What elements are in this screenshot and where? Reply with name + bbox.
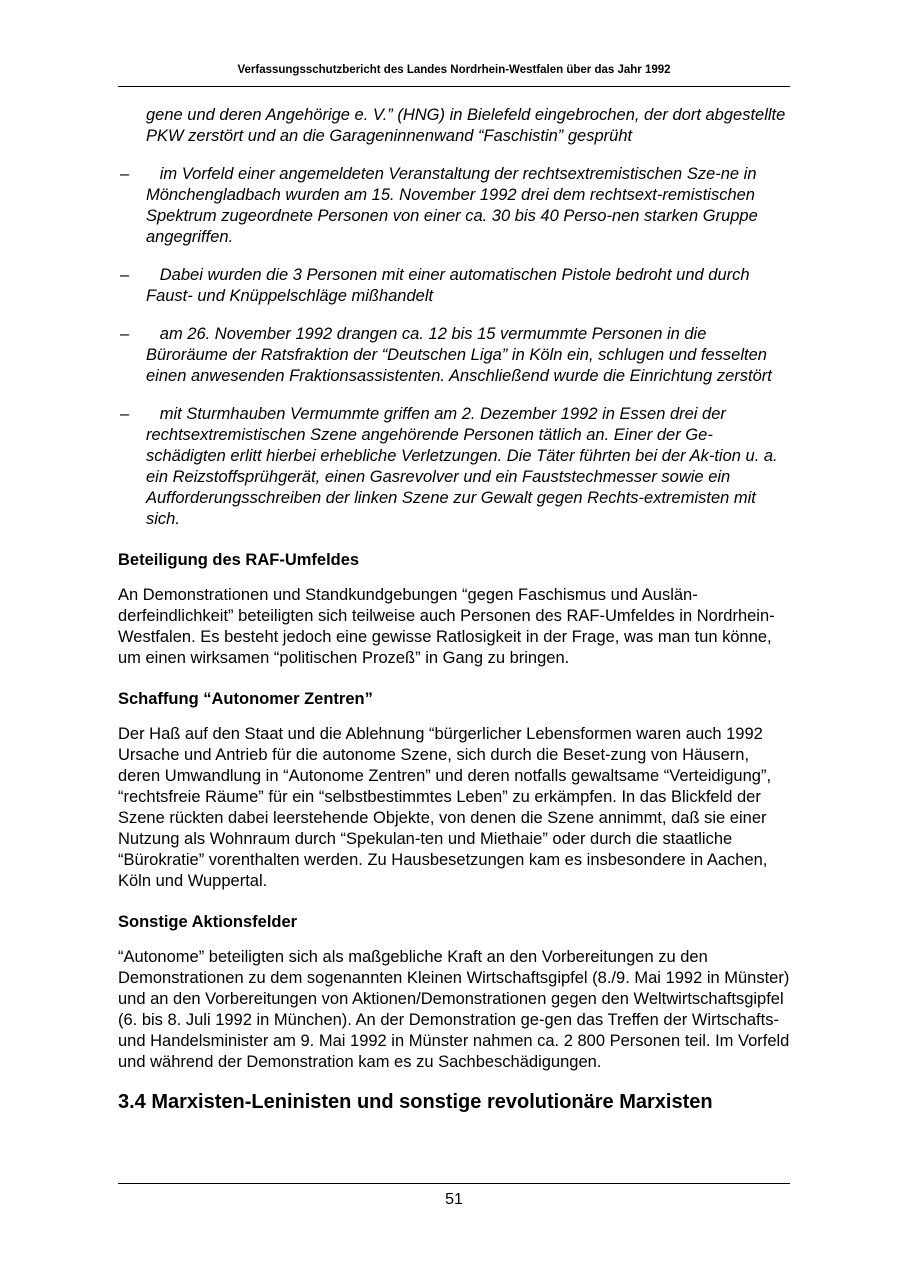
page-content — [118, 105, 790, 1115]
list-item — [118, 164, 790, 248]
list-item-text: Dabei wurden die 3 Personen mit einer automatischen Pistole bedroht und durch Faust- und Knüppelschläge mißhandelt — [146, 266, 750, 305]
page-number: 51 — [445, 1191, 463, 1208]
section-heading-aktionsfelder: Sonstige Aktionsfelder — [118, 913, 298, 931]
dash-bullet: – — [120, 325, 130, 343]
dash-bullet: – — [120, 165, 130, 183]
incident-list — [118, 105, 790, 530]
footer-rule — [118, 1183, 790, 1184]
list-item-text: im Vorfeld einer angemeldeten Veranstaltung der rechtsextremistischen Sze-ne in Mönchengladbach wurden am 15. November 1992 drei dem rechtsext-remistischen Spektrum zugeordnete Personen von einer ca. 30 bis 40 Perso-nen starken Gruppe angegriffen. — [146, 165, 758, 246]
dash-bullet: – — [120, 405, 130, 423]
chapter-heading: 3.4 Marxisten-Leninisten und sonstige revolutionäre Marxisten — [118, 1091, 713, 1113]
list-item — [118, 404, 790, 530]
section-paragraph-raf: An Demonstrationen und Standkundgebungen “gegen Faschismus und Auslän-derfeindlichkeit” beteiligten sich teilweise auch Personen des RAF-Umfeldes in Nordrhein-Westfalen. Es besteht jedoch eine gewisse Ratlosigkeit in der Frage, was man tun könne, um einen wirksamen “politischen Prozeß” in Gang zu bringen. — [118, 586, 775, 667]
dash-bullet: – — [120, 266, 130, 284]
list-item-text: mit Sturmhauben Vermummte griffen am 2. Dezember 1992 in Essen drei der rechtsextremistischen Szene angehörende Personen tätlich an. Einer der Ge-schädigten erlitt hierbei erhebliche Verletzungen. Die Täter führten bei der Ak-tion u. a. ein Reizstoffsprühgerät, einen Gasrevolver und ein Fauststechmesser sowie ein Aufforderungsschreiben der linken Szene zur Gewalt gegen Rechts-extremisten mit sich. — [146, 405, 778, 528]
list-item — [118, 265, 790, 307]
running-header: Verfassungsschutzbericht des Landes Nordrhein-Westfalen über das Jahr 1992 — [237, 64, 671, 76]
section-heading-raf: Beteiligung des RAF-Umfeldes — [118, 551, 360, 569]
list-continuation: gene und deren Angehörige e. V.” (HNG) in Bielefeld eingebrochen, der dort abgestellte PKW zerstört und an die Garageninnenwand “Faschistin” gesprüht — [146, 106, 786, 145]
list-item — [118, 324, 790, 387]
section-paragraph-autonome-zentren: Der Haß auf den Staat und die Ablehnung “bürgerlicher Lebensformen waren auch 1992 Ursache und Antrieb für die autonome Szene, sich durch die Beset-zung von Häusern, deren Umwandlung in “Autonome Zentren” und deren notfalls gewaltsame “Verteidigung”, “rechtsfreie Räume” für ein “selbstbestimmtes Leben” zu erkämpfen. In das Blickfeld der Szene rückten dabei leerstehende Objekte, von denen die Szene annimmt, daß sie einer Nutzung als Wohnraum durch “Spekulan-ten und Miethaie” oder durch die staatliche “Bürokratie” vorenthalten werden. Zu Hausbesetzungen kam es insbesondere in Aachen, Köln und Wuppertal. — [118, 725, 772, 890]
section-heading-autonome-zentren: Schaffung “Autonomer Zentren” — [118, 690, 373, 708]
list-item-text: am 26. November 1992 drangen ca. 12 bis 15 vermummte Personen in die Büroräume der Ratsfraktion der “Deutschen Liga” in Köln ein, schlugen und fesselten einen anwesenden Fraktionsassistenten. Anschließend wurde die Einrichtung zerstört — [146, 325, 772, 385]
header-rule — [118, 86, 790, 87]
section-paragraph-aktionsfelder: “Autonome” beteiligten sich als maßgebliche Kraft an den Vorbereitungen zu den Demonstrationen zu dem sogenannten Kleinen Wirtschaftsgipfel (8./9. Mai 1992 in Münster) und an den Vorbereitungen von Aktionen/Demonstrationen gegen den Weltwirtschaftsgipfel (6. bis 8. Juli 1992 in München). An der Demonstration ge-gen das Treffen der Wirtschafts- und Handelsminister am 9. Mai 1992 in Münster nahmen ca. 2 800 Personen teil. Im Vorfeld und während der Demonstration kam es zu Sachbeschädigungen. — [118, 948, 790, 1071]
